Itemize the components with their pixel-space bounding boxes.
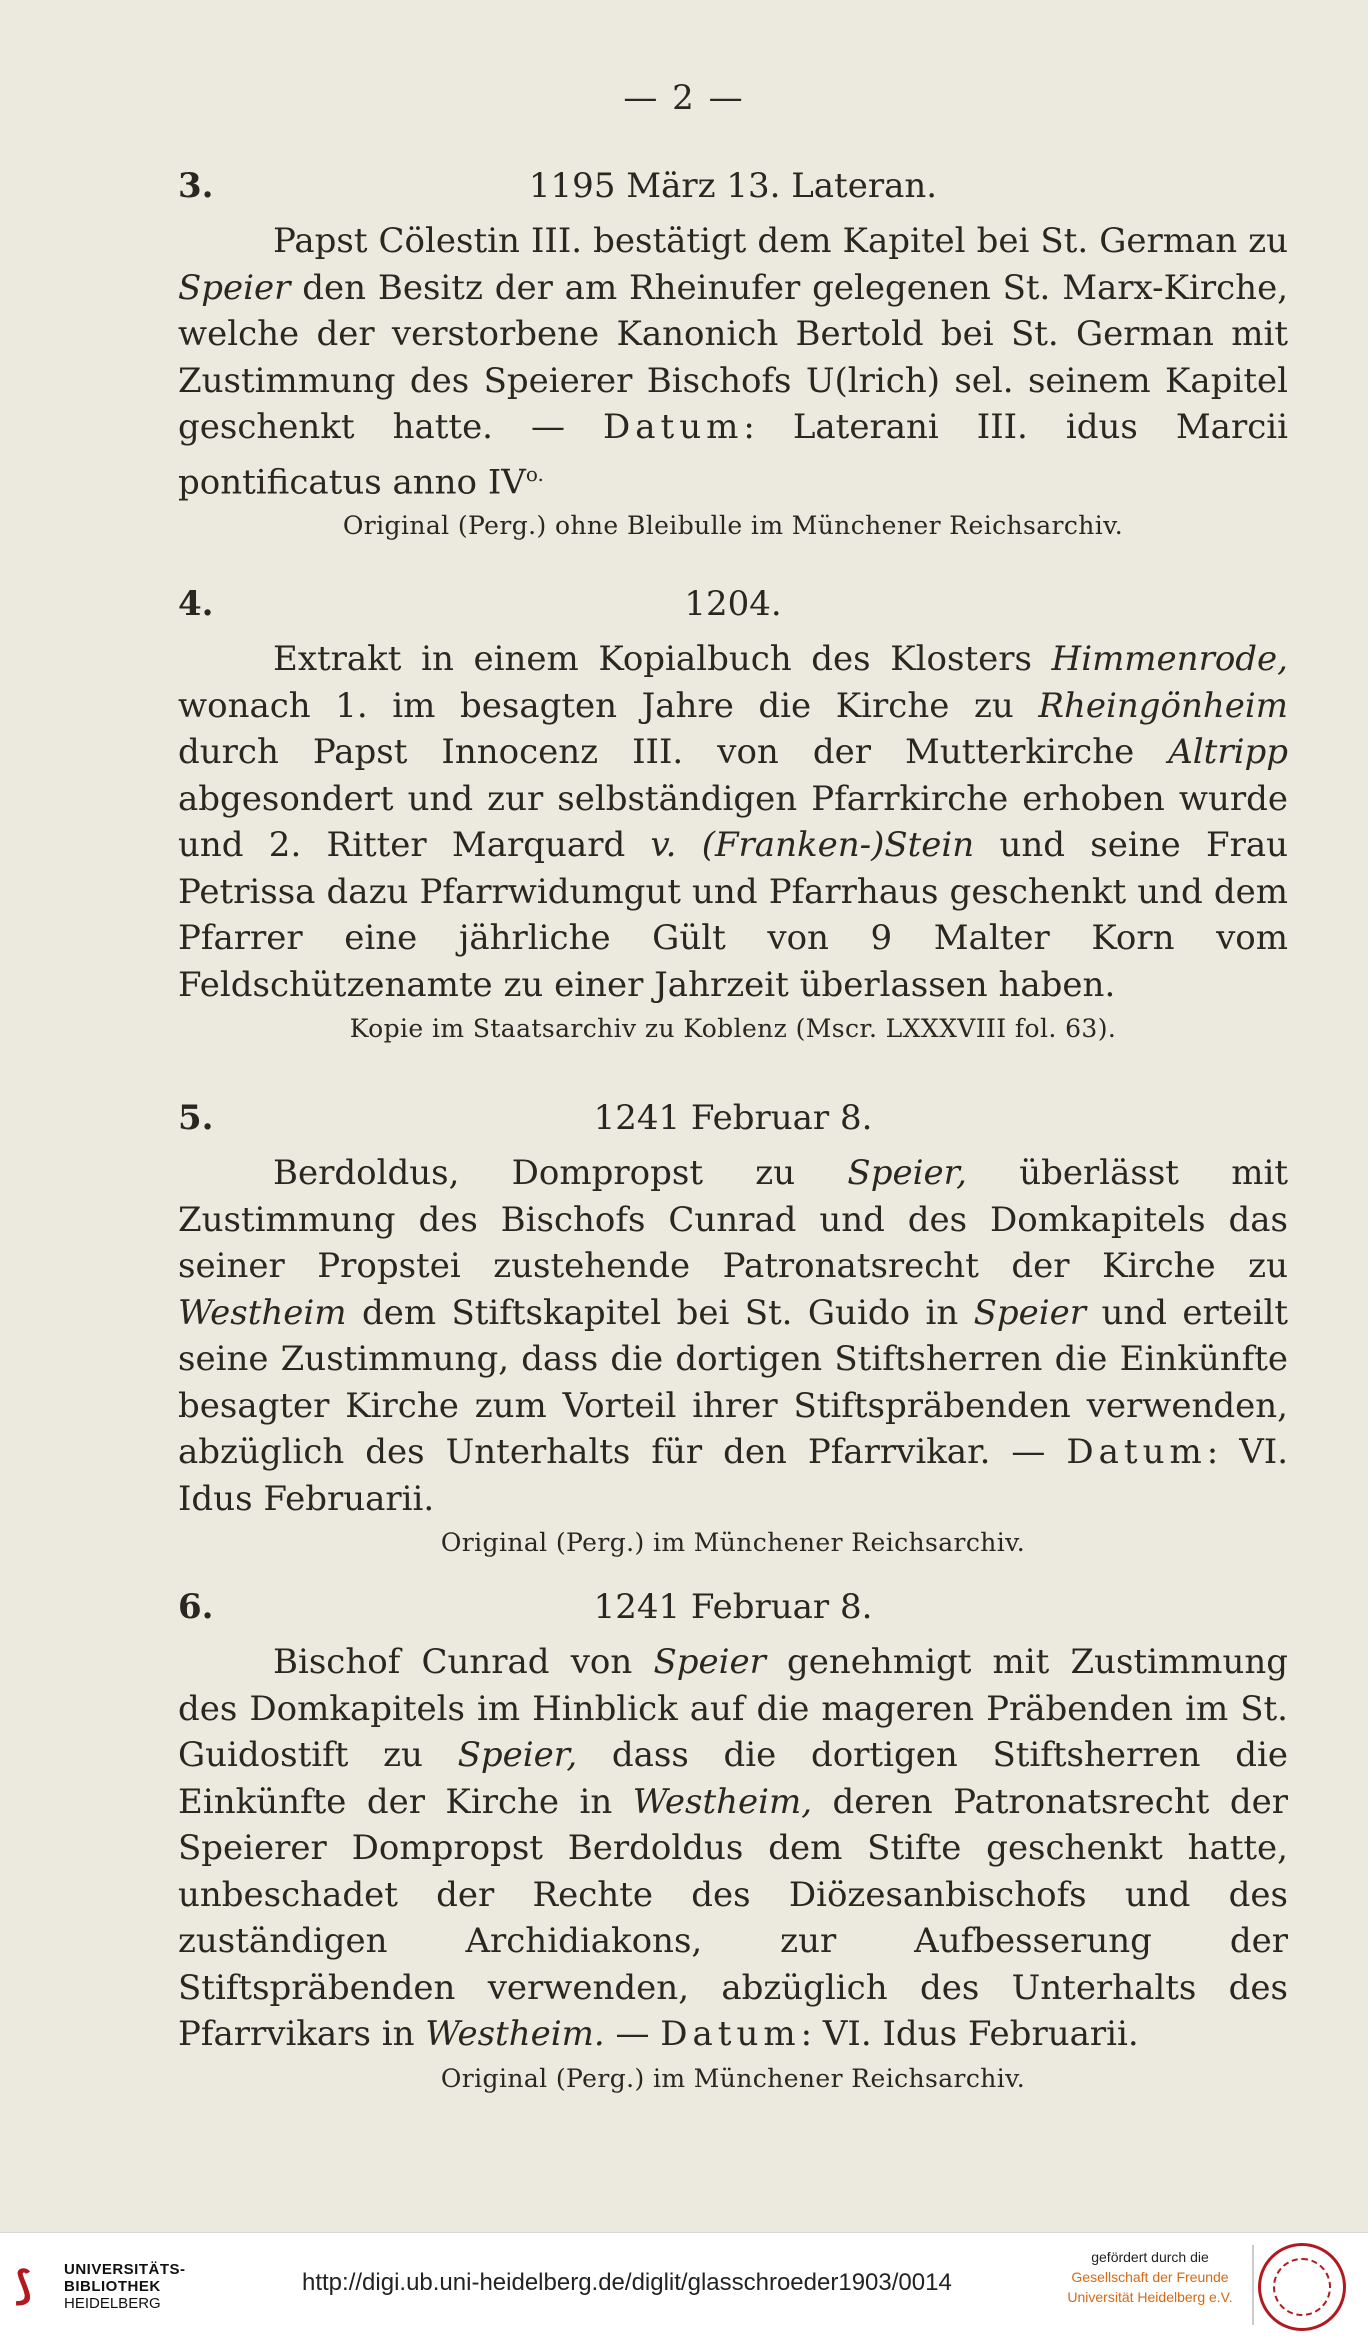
text-segment: und seine Frau Petrissa dazu Pfarrwidumgut und Pfarrhaus geschenkt und dem Pfarrer eine jährliche Gült von 9 Malter Korn vom Feldschützenamte zu einer Jahrzeit überlassen haben. xyxy=(178,825,1288,1005)
logo-line: BIBLIOTHEK xyxy=(64,2278,161,2295)
text-segment: Westheim, xyxy=(632,1781,813,1822)
logo-line: HEIDELBERG xyxy=(64,2295,161,2312)
text-segment: wonach 1. im besagten Jahre die Kirche zu xyxy=(178,685,1039,726)
text-segment: Westheim. xyxy=(425,2014,605,2054)
text-segment: Rheingönheim xyxy=(1038,685,1288,726)
entry-source: Kopie im Staatsarchiv zu Koblenz (Mscr. LXXXVIII fol. 63). xyxy=(349,1014,1117,1043)
library-logo-icon: ⟆ xyxy=(14,2263,33,2309)
divider xyxy=(1252,2245,1254,2325)
text-segment: Himmenrode, xyxy=(1051,639,1288,679)
permalink-url[interactable]: http://digi.ub.uni-heidelberg.de/diglit/glasschroeder1903/0014 xyxy=(302,2269,952,2296)
entry-number: 4. xyxy=(178,584,214,624)
text-segment: Speier xyxy=(178,267,291,308)
entry-number: 3. xyxy=(178,166,214,206)
text-segment: Bischof Cunrad von xyxy=(273,1642,654,1682)
text-segment: Berdoldus, Dompropst zu xyxy=(273,1153,848,1193)
sponsor-line: Gesellschaft der Freunde xyxy=(1071,2269,1229,2285)
text-segment: : VI. Idus Februarii. xyxy=(800,2014,1139,2054)
text-segment: o. xyxy=(525,461,544,486)
text-segment: Speier, xyxy=(847,1153,967,1193)
logo-line: UNIVERSITÄTS- xyxy=(64,2261,186,2278)
text-segment: Datum xyxy=(603,407,744,447)
footer-bar xyxy=(0,2232,1368,2336)
text-segment: Speier, xyxy=(457,1735,578,1775)
text-segment: deren Patronatsrecht der Speierer Dompropst Berdoldus dem Stifte geschenkt hatte, unbeschadet der Rechte des Diözesanbischofs und des zuständigen Archidiakons, zur Aufbesserung der Stiftspräbenden verwenden, abzüglich des Unterhalts des Pfarrvikars in xyxy=(178,1781,1288,2054)
text-segment: Extrakt in einem Kopialbuch des Klosters xyxy=(273,639,1052,679)
sponsor-line: Universität Heidelberg e.V. xyxy=(1067,2289,1233,2305)
text-segment: durch Papst Innocenz III. von der Mutterkirche xyxy=(178,732,1169,772)
text-segment: den Besitz der am Rheinufer gelegenen St. Marx-Kirche, welche der verstorbene Kanonich Bertold bei St. German mit Zustimmung des Speierer Bischofs U(lrich) sel. seinem Kapitel geschenkt hatte. — xyxy=(178,267,1288,447)
text-segment: Altripp xyxy=(1168,732,1288,772)
text-segment: dem Stiftskapitel bei St. Guido in xyxy=(346,1292,974,1333)
entry-6 xyxy=(178,1587,1288,2093)
text-segment: v. (Franken-)Stein xyxy=(650,825,975,865)
entry-5 xyxy=(178,1098,1288,1557)
entry-header xyxy=(178,166,1288,212)
text-segment: abgesondert und zur selbständigen Pfarrkirche erhoben wurde und 2. Ritter Marquard xyxy=(178,778,1288,865)
text-segment: Speier xyxy=(653,1642,766,1682)
text-segment: Westheim xyxy=(178,1292,347,1333)
entry-body xyxy=(178,636,1288,1008)
entry-date: 1195 März 13. Lateran. xyxy=(528,166,938,206)
text-segment: dass die dortigen Stiftsherren die Einkünfte der Kirche in xyxy=(178,1735,1288,1822)
entry-4 xyxy=(178,584,1288,1043)
entry-header xyxy=(178,584,1288,630)
text-segment: und erteilt seine Zustimmung, dass die dortigen Stiftsherren die Einkünfte besagter Kirche zum Vorteil ihrer Stiftspräbenden verwenden, abzüglich des Unterhalts für den Pfarrvikar. — xyxy=(178,1292,1288,1472)
entry-source: Original (Perg.) im Münchener Reichsarchiv. xyxy=(440,1528,1026,1557)
text-segment: Datum xyxy=(660,2014,801,2054)
entry-body xyxy=(178,1639,1288,2058)
text-segment: Datum xyxy=(1066,1432,1207,1472)
entry-date: 1241 Februar 8. xyxy=(593,1587,873,1627)
sponsor-line: gefördert durch die xyxy=(1091,2249,1209,2265)
entry-body xyxy=(178,1150,1288,1522)
text-segment: — xyxy=(604,2014,661,2054)
entry-date: 1204. xyxy=(684,584,782,624)
text-segment: : Laterani III. idus Marcii pontificatus anno IV xyxy=(178,407,1288,502)
entry-3 xyxy=(178,166,1288,540)
entry-header xyxy=(178,1098,1288,1144)
entry-header xyxy=(178,1587,1288,1633)
entry-source: Original (Perg.) im Münchener Reichsarchiv. xyxy=(440,2063,1026,2093)
entry-source: Original (Perg.) ohne Bleibulle im Münchener Reichsarchiv. xyxy=(342,511,1124,541)
university-seal-icon xyxy=(1258,2243,1346,2331)
sponsor-block[interactable] xyxy=(1060,2247,1240,2307)
entry-date: 1241 Februar 8. xyxy=(593,1098,873,1138)
library-logo[interactable] xyxy=(14,2255,186,2315)
text-segment: genehmigt mit Zustimmung des Domkapitels im Hinblick auf die mageren Präbenden im St. Guidostift zu xyxy=(178,1642,1288,1775)
text-segment: Papst Cölestin III. bestätigt dem Kapitel bei St. German zu xyxy=(273,221,1288,261)
text-segment: überlässt mit Zustimmung des Bischofs Cunrad und des Domkapitels das seiner Propstei zustehende Patronatsrecht der Kirche zu xyxy=(178,1153,1289,1286)
page-number: — 2 — xyxy=(623,78,745,118)
text-segment: Speier xyxy=(973,1292,1087,1333)
entry-number: 6. xyxy=(178,1587,214,1627)
entry-number: 5. xyxy=(178,1098,214,1138)
entry-body xyxy=(178,218,1288,505)
text-segment: : VI. Idus Februarii. xyxy=(178,1432,1288,1519)
